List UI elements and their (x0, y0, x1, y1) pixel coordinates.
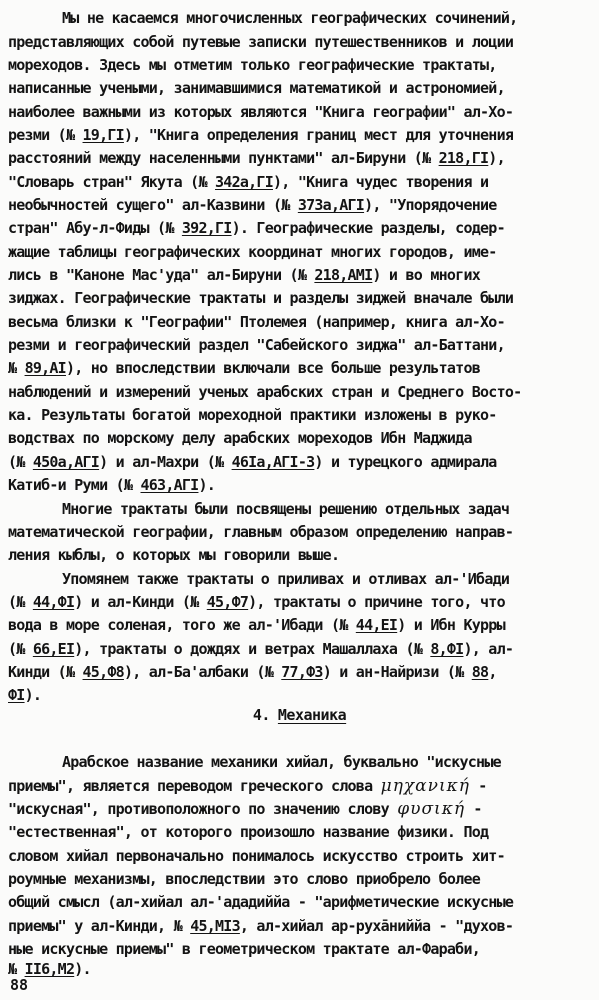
text-line: мореходов. Здесь мы отметим только географические трактаты, (8, 56, 497, 74)
text-line: написанные учеными, занимавшимися математикой и астрономией, (8, 79, 505, 97)
text-line: наиболее важными из которых являются "Книга географии" ал-Хо- (8, 103, 514, 121)
text-line: водствах по морскому делу арабских мореходов Ибн Маджида (8, 429, 472, 447)
text-line: зиджах. Географические трактаты и разделы зиджей вначале были (8, 289, 514, 307)
text-line: стран" Абу-л-Фиды (№ 392,ГI). Географические разделы, содер- (8, 219, 505, 237)
text-line: Арабское название механики хийал, буквально "искусные (62, 753, 501, 771)
text-line: приемы" у ал-Кинди, № 45,МI3, ал-хийал ар-рухāниййа - "духов- (8, 917, 514, 935)
section-heading (0, 706, 599, 724)
text-line: (№ 44,ФI) и ал-Кинди (№ 45,Ф7), трактаты о причине того, что (8, 593, 505, 611)
text-line: жащие таблицы географических координат многих городов, име- (8, 243, 497, 261)
text-line: № II6,M2). (8, 960, 91, 978)
text-line: резми (№ 19,ГI), "Книга определения границ мест для уточнения (8, 126, 514, 144)
text-line: ные искусные приемы" в геометрическом трактате ал-Фараби, (8, 940, 481, 958)
text-line: (№ 66,ЕI), трактаты о дождях и ветрах Машаллаха (№ 8,ФI), ал- (8, 640, 514, 658)
text-line: необычностей сущего" ал-Казвини (№ 373а,АГI), "Упорядочение (8, 196, 497, 214)
text-line: вода в море соленая, того же ал-'Ибади (№ 44,ЕI) и Ибн Курры (8, 616, 505, 634)
text-line: "искусная", противоположного по значению слову φυσική - (8, 799, 482, 819)
text-line: резми и географический раздел "Сабейского зиджа" ал-Баттани, (8, 336, 505, 354)
text-line: "естественная", от которого произошло название физики. Под (8, 823, 489, 841)
text-line: Кинди (№ 45,Ф8), ал-Ба'албаки (№ 77,Ф3) и ан-Найризи (№ 88, (8, 663, 497, 681)
text-line: № 89,AI), но впоследствии включали все больше результатов (8, 359, 481, 377)
text-line: Катиб-и Руми (№ 463,АГI). (8, 476, 216, 494)
text-line: общий смысл (ал-хийал ал-'ададиййа - "арифметические искусные (8, 893, 514, 911)
text-line: Упомянем также трактаты о приливах и отливах ал-'Ибади (62, 570, 510, 588)
text-line: ФI). (8, 686, 42, 704)
text-line: лись в "Каноне Мас'уда" ал-Бируни (№ 218,AMI) и во многих (8, 266, 481, 284)
text-line: Многие трактаты были посвящены решению отдельных задач (62, 500, 510, 518)
text-line: наблюдений и измерений ученых арабских стран и Среднего Восто- (8, 383, 522, 401)
text-line: ления кыблы, о которых мы говорили выше. (8, 546, 340, 564)
text-line: роумные механизмы, впоследствии это слово приобрело более (8, 870, 481, 888)
page-number: 88 (10, 976, 29, 994)
text-line: весьма близки к "Географии" Птолемея (например, книга ал-Хо- (8, 313, 505, 331)
text-line: представляющих собой путевые записки путешественников и лоции (8, 33, 514, 51)
text-line: ка. Результаты богатой мореходной практики изложены в руко- (8, 406, 497, 424)
section-title: Механика (277, 706, 347, 724)
text-line: "Словарь стран" Якута (№ 342а,ГI), "Книга чудес творения и (8, 173, 489, 191)
text-line: математической географии, главным образом определению направ- (8, 523, 514, 541)
text-line: приемы", является переводом греческого слова μηχανική - (8, 776, 487, 796)
text-line: Мы не касаемся многочисленных географических сочинений, (62, 9, 518, 27)
text-line: (№ 450а,АГI) и ал-Махри (№ 46Iа,АГI-3) и турецкого адмирала (8, 453, 497, 471)
section-number: 4. (252, 706, 270, 724)
text-line: словом хийал первоначально понималось искусство строить хит- (8, 847, 505, 865)
text-line: расстояний между населенными пунктами" ал-Бируни (№ 218,ГI), (8, 149, 505, 167)
